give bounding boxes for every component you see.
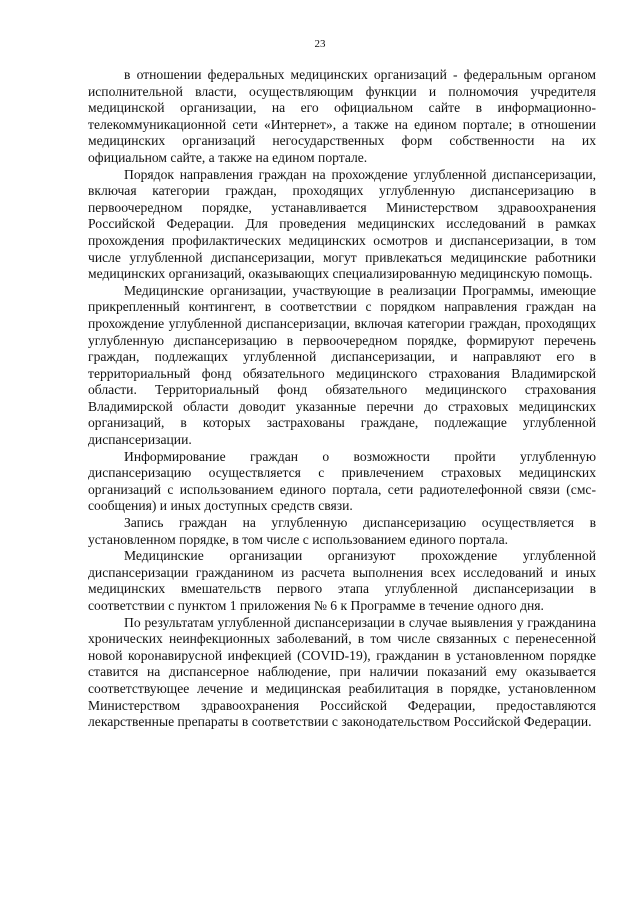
paragraph-referral-procedure: Порядок направления граждан на прохождение углубленной диспансеризации, включая категории граждан, проходящих углубленную диспансеризацию в первоочередном порядке, устанавливается Министерством здравоохранения Российской Федерации. Для проведения медицинских исследований в рамках прохождения профилактических медицинских осмотров и диспансеризации, в том числе углубленной диспансеризации, могут привлекаться медицинские работники медицинских организаций, оказывающих специализированную медицинскую помощь. <box>88 166 596 282</box>
page-number: 23 <box>314 38 326 50</box>
paragraph-informing-citizens: Информирование граждан о возможности пройти углубленную диспансеризацию осуществляется с привлечением страховых медицинских организаций с использованием единого портала, сети радиотелефонной связи (смс-сообщения) и иных доступных средств связи. <box>88 448 596 514</box>
paragraph-registration: Запись граждан на углубленную диспансеризацию осуществляется в установленном порядке, в том числе с использованием единого портала. <box>88 515 596 547</box>
document-body <box>88 67 596 731</box>
paragraph-one-day-completion: Медицинские организации организуют прохождение углубленной диспансеризации гражданином из расчета выполнения всех исследований и иных медицинских вмешательств первого этапа углубленной диспансеризации в соответствии с пунктом 1 приложения № 6 к Программе в течение одного дня. <box>88 548 596 613</box>
paragraph-results-follow-up: По результатам углубленной диспансеризации в случае выявления у гражданина хронических неинфекционных заболеваний, в том числе связанных с перенесенной новой коронавирусной инфекцией (COVID-19), гражданин в установленном порядке ставится на диспансерное наблюдение, при наличии показаний ему оказывается соответствующее лечение и медицинская реабилитация в порядке, установленном Министерством здравоохранения Российской Федерации, предоставляются лекарственные препараты в соответствии с законодательством Российской Федерации. <box>88 614 596 730</box>
paragraph-federal-organizations: в отношении федеральных медицинских организаций - федеральным органом исполнительной власти, осуществляющим функции и полномочия учредителя медицинской организации, на его официальном сайте в информационно-телекоммуникационной сети «Интернет», а также на едином портале; в отношении медицинских организаций негосударственных форм собственности на их официальном сайте, а также на едином портале. <box>88 67 596 165</box>
paragraph-medical-organizations-lists: Медицинские организации, участвующие в реализации Программы, имеющие прикрепленный контингент, в соответствии с порядком направления граждан на прохождение углубленной диспансеризации, включая категории граждан, проходящих углубленную диспансеризацию в первоочередном порядке, формируют перечень граждан, подлежащих углубленной диспансеризации, и направляют его в территориальный фонд обязательного медицинского страхования Владимирской области. Территориальный фонд обязательного медицинского страхования Владимирской области доводит указанные перечни до страховых медицинских организаций, в которых застрахованы граждане, подлежащие углубленной диспансеризации. <box>88 282 596 448</box>
